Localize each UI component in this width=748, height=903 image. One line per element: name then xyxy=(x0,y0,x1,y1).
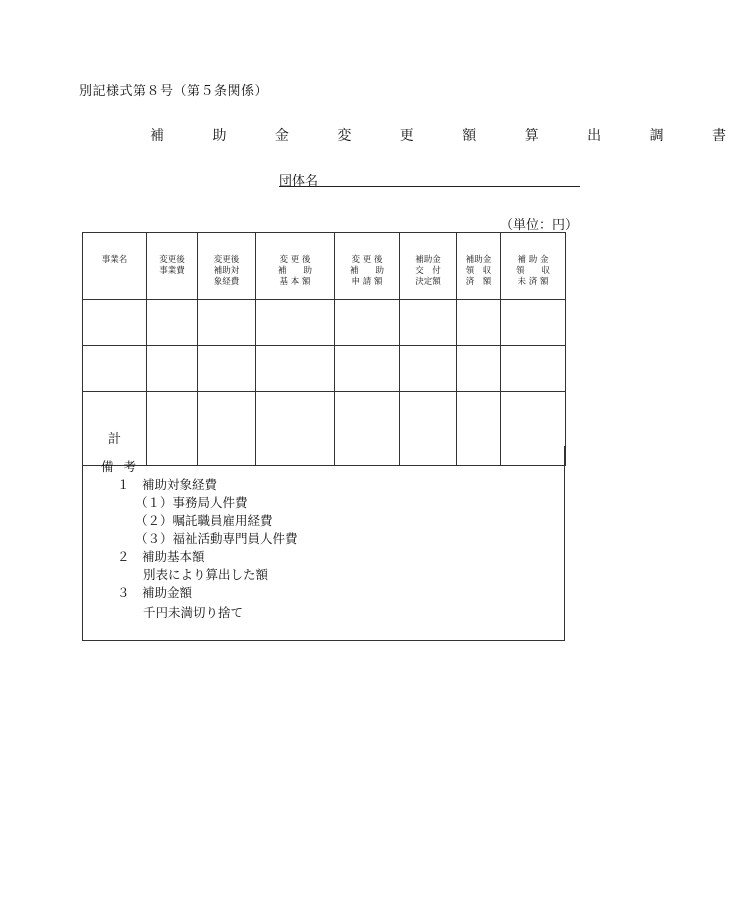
table-cell[interactable] xyxy=(457,346,501,392)
table-cell[interactable] xyxy=(335,346,400,392)
header-revised-base-amount: 変 更 後 補 助 基 本 額 xyxy=(256,233,335,300)
table-cell[interactable] xyxy=(147,346,198,392)
header-received-amount: 補助金 領 収 済 額 xyxy=(457,233,501,300)
table-cell[interactable] xyxy=(501,346,566,392)
remark-detail: 別表により算出した額 xyxy=(143,567,269,582)
remark-item: ２ 補助基本額 xyxy=(117,549,205,564)
table-cell[interactable] xyxy=(256,346,335,392)
organization-name-label: 団体名 xyxy=(279,174,319,189)
remarks-section xyxy=(82,446,565,641)
header-revised-requested-amount: 変 更 後 補 助 申 請 額 xyxy=(335,233,400,300)
table-cell[interactable] xyxy=(256,300,335,346)
table-cell[interactable] xyxy=(198,346,256,392)
table-cell[interactable] xyxy=(83,300,147,346)
table-row xyxy=(83,346,566,392)
remark-detail: 千円未満切り捨て xyxy=(143,605,244,620)
table-cell[interactable] xyxy=(198,300,256,346)
header-revised-eligible-cost: 変更後 補助対 象経費 xyxy=(198,233,256,300)
header-project-name: 事業名 xyxy=(83,233,147,300)
header-decided-grant-amount: 補助金 交 付 決定額 xyxy=(400,233,457,300)
table-cell[interactable] xyxy=(83,346,147,392)
remark-item: ３ 補助金額 xyxy=(117,585,193,600)
remarks-heading: 備考 xyxy=(101,459,147,474)
remark-subitem: （２）嘱託職員雇用経費 xyxy=(135,513,273,528)
organization-name-field[interactable] xyxy=(279,170,580,187)
table-header-row xyxy=(83,233,566,300)
header-revised-project-cost: 変更後 事業費 xyxy=(147,233,198,300)
calculation-table xyxy=(82,232,566,466)
header-unreceived-amount: 補 助 金 領 収 未 済 額 xyxy=(501,233,566,300)
remark-item: １ 補助対象経費 xyxy=(117,477,218,492)
table-cell[interactable] xyxy=(501,300,566,346)
table-cell[interactable] xyxy=(400,300,457,346)
unit-label: （単位：円） xyxy=(499,218,578,233)
table-row xyxy=(83,300,566,346)
form-number-label: 別記様式第８号（第５条関係） xyxy=(79,84,269,99)
table-cell[interactable] xyxy=(335,300,400,346)
total-label: 計 xyxy=(83,392,147,466)
document-title: 補 助 金 変 更 額 算 出 調 書 xyxy=(150,128,748,144)
table-cell[interactable] xyxy=(147,300,198,346)
remark-subitem: （３）福祉活動専門員人件費 xyxy=(135,531,298,546)
remark-subitem: （１）事務局人件費 xyxy=(135,495,248,510)
table-cell[interactable] xyxy=(400,346,457,392)
table-cell[interactable] xyxy=(457,300,501,346)
